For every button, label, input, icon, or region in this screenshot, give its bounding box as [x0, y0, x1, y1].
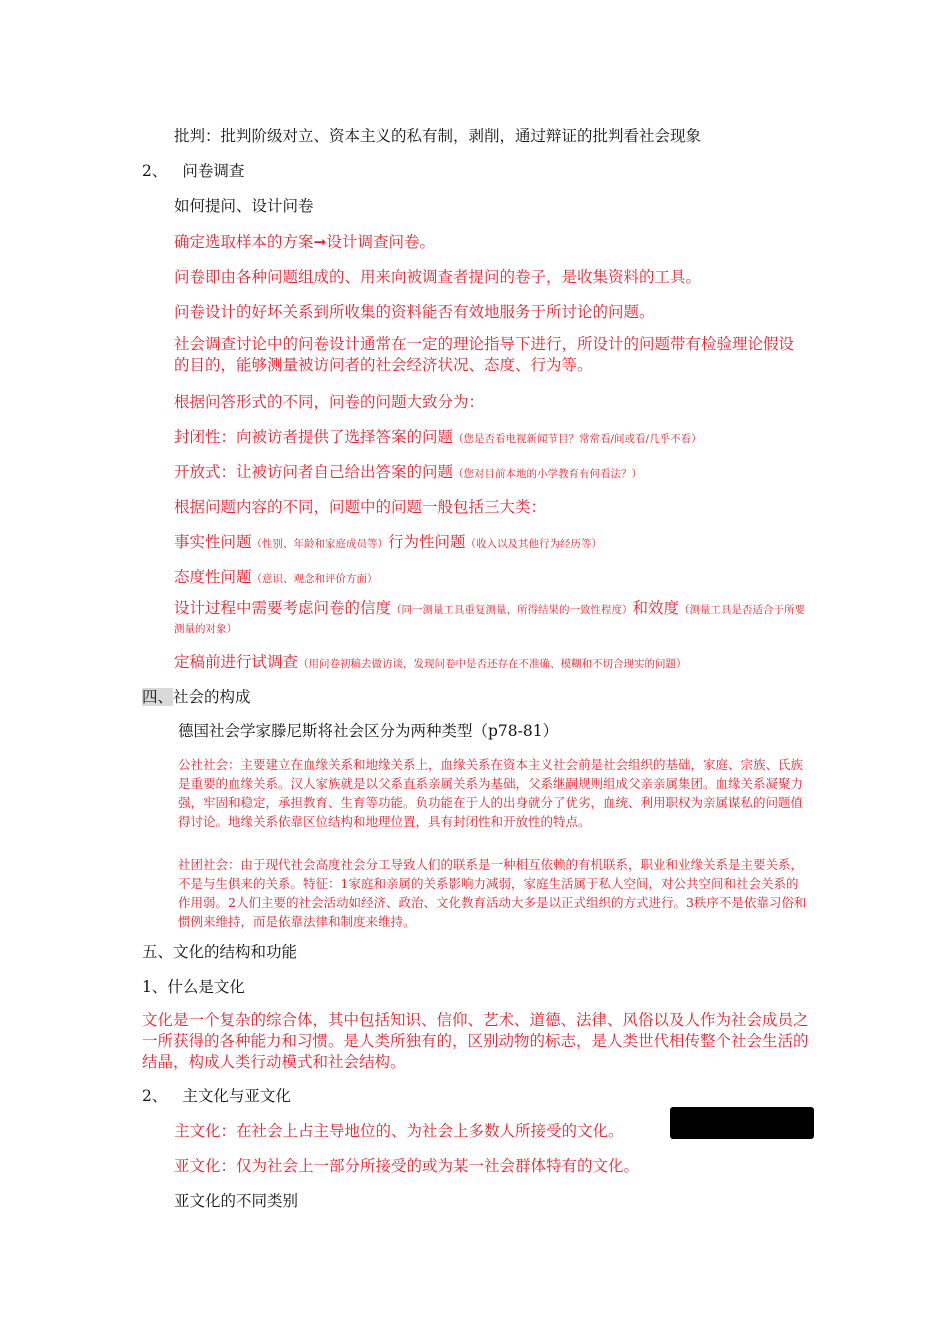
gesellschaft-paragraph: 社团社会：由于现代社会高度社会分工导致人们的联系是一种相互依赖的有机联系，职业和业缘关系是主要关系，不是与生俱来的关系。特征：1家庭和亲属的关系影响力减弱，家庭生活属于私人空间，对公共空间和社会关系的作用弱。2人们主要的社会活动如经济、政治、文化教育活动大多是以正式组织的方式进行。3秩序不是依靠习俗和惯例来维持，而是依靠法律和制度来维持。: [178, 857, 807, 929]
pretest-line: [174, 650, 687, 672]
gemeinschaft-paragraph: 公社社会：主要建立在血缘关系和地缘关系上，血缘关系在资本主义社会前是社会组织的基础，家庭、宗族、氏族是重要的血缘关系。汉人家族就是以父系直系亲属关系为基础，父系继嗣规则组成父亲亲属集团。血缘关系凝聚力强，牢固和稳定，承担教育、生育等功能。负功能在于人的出身就分了优劣，血统、利用职权为亲属谋私的问题值得讨论。地缘关系依靠区位结构和地理位置，具有封闭性和开放性的特点。: [178, 757, 804, 829]
subsection-heading-subculture: [142, 1084, 291, 1106]
section-number: 四、: [142, 688, 174, 706]
closed-question-text: 封闭性：向被访者提供了选择答案的问题: [174, 428, 454, 446]
subculture-definition: 亚文化：仅为社会上一部分所接受的或为某一社会群体特有的文化。: [174, 1157, 640, 1175]
closed-question-line: [174, 425, 702, 447]
paragraph: 问卷设计的好坏关系到所收集的资料能否有效地服务于所讨论的问题。: [174, 303, 655, 321]
redaction-box: [670, 1107, 814, 1139]
behavior-question: 行为性问题: [388, 533, 466, 551]
paragraph: 根据问答形式的不同，问卷的问题大致分为：: [174, 393, 485, 411]
closed-question-example: （您是否看电视新闻节目？常常看/间或看/几乎不看）: [453, 433, 702, 445]
fact-question: 事实性问题: [174, 533, 252, 551]
section-heading-questionnaire: [142, 159, 244, 181]
section-number: 2、: [142, 1087, 168, 1105]
open-question-line: [174, 460, 642, 482]
section-title: 主文化与亚文化: [182, 1087, 291, 1105]
critique-line: 批判：批判阶级对立、资本主义的私有制，剥削，通过辩证的批判看社会现象: [174, 127, 702, 145]
attitude-question-note: （意识、观念和评价方面）: [251, 573, 378, 585]
open-question-text: 开放式：让被访问者自己给出答案的问题: [174, 463, 454, 481]
behavior-question-note: （收入以及其他行为经历等）: [465, 538, 603, 550]
pretest-text: 定稿前进行试调查: [174, 653, 299, 671]
attitude-question-line: [174, 565, 378, 587]
tonnies-intro: 德国社会学家滕尼斯将社会区分为两种类型（p78-81）: [178, 722, 559, 740]
attitude-question: 态度性问题: [174, 568, 252, 586]
main-culture-definition: 主文化：在社会上占主导地位的、为社会上多数人所接受的文化。: [174, 1122, 624, 1140]
validity-text: 和效度: [632, 599, 680, 617]
paragraph: 社会调查讨论中的问卷设计通常在一定的理论指导下进行，所设计的问题带有检验理论假设的目的，能够测量被访问者的社会经济状况、态度、行为等。: [174, 335, 795, 374]
paragraph: 根据问题内容的不同，问题中的问题一般包括三大类：: [174, 498, 547, 516]
reliability-validity-line: [174, 600, 814, 638]
section-number: 2、: [142, 162, 168, 180]
validity-note: （测量工具是否适合于所要测量的对象）: [174, 604, 806, 635]
fact-question-note: （性别、年龄和家庭成员等）: [251, 538, 389, 550]
paragraph: 问卷即由各种问题组成的、用来向被调查者提问的卷子，是收集资料的工具。: [174, 268, 702, 286]
pretest-note: （用问卷初稿去做访谈，发现问卷中是否还存在不准确、模糊和不切合现实的问题）: [298, 658, 687, 670]
section-heading-society: [142, 685, 251, 707]
open-question-example: （您对目前本地的小学教育有何看法？）: [453, 468, 643, 480]
paragraph: 亚文化的不同类别: [174, 1192, 299, 1210]
section-title: 问卷调查: [182, 162, 245, 180]
question-types-line: [174, 530, 602, 552]
section-heading-culture: 五、文化的结构和功能: [142, 943, 298, 961]
reliability-note: （同一测量工具重复测量，所得结果的一致性程度）: [391, 604, 633, 616]
section-title: 社会的构成: [173, 688, 251, 706]
reliability-text: 设计过程中需要考虑问卷的信度: [174, 599, 392, 617]
subsection-heading: 1、什么是文化: [142, 978, 245, 996]
paragraph: 如何提问、设计问卷: [174, 197, 314, 215]
paragraph: 确定选取样本的方案➞设计调查问卷。: [174, 233, 435, 251]
culture-definition: 文化是一个复杂的综合体，其中包括知识、信仰、艺术、道德、法律、风俗以及人作为社会成员之一所获得的各种能力和习惯。是人类所独有的，区别动物的标志，是人类世代相传整个社会生活的结晶，构成人类行动模式和社会结构。: [142, 1011, 809, 1071]
